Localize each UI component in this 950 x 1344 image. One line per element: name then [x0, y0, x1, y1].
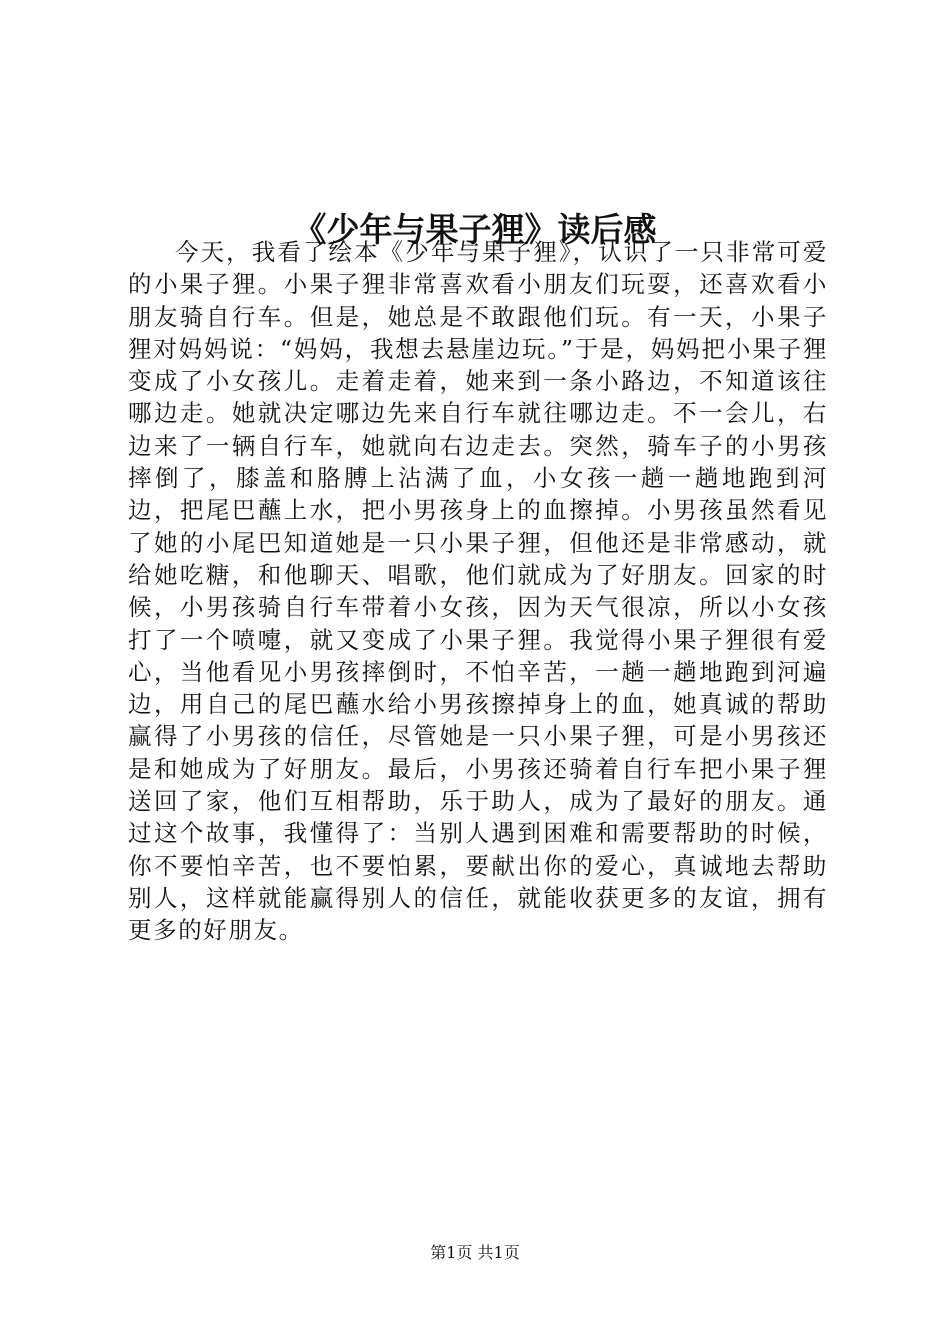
document-title: 《少年与果子狸》读后感	[293, 210, 657, 250]
page-footer: 第1页 共1页	[430, 1243, 520, 1262]
body-paragraph: 今天，我看了绘本《少年与果子狸》，认识了一只非常可爱的小果子狸。小果子狸非常喜欢看小朋友们玩耍，还喜欢看小朋友骑自行车。但是，她总是不敢跟他们玩。有一天，小果子狸对妈妈说：“妈妈，我想去悬崖边玩。”于是，妈妈把小果子狸变成了小女孩儿。走着走着，她来到一条小路边，不知道该往哪边走。她就决定哪边先来自行车就往哪边走。不一会儿，右边来了一辆自行车，她就向右边走去。突然，骑车子的小男孩摔倒了，膝盖和胳膊上沾满了血，小女孩一趟一趟地跑到河边，把尾巴蘸上水，把小男孩身上的血擦掉。小男孩虽然看见了她的小尾巴知道她是一只小果子狸，但他还是非常感动，就给她吃糖，和他聊天、唱歌，他们就成为了好朋友。回家的时候，小男孩骑自行车带着小女孩，因为天气很凉，所以小女孩打了一个喷嚏，就又变成了小果子狸。我觉得小果子狸很有爱心，当他看见小男孩摔倒时，不怕辛苦，一趟一趟地跑到河遍边，用自己的尾巴蘸水给小男孩擦掉身上的血，她真诚的帮助赢得了小男孩的信任，尽管她是一只小果子狸，可是小男孩还是和她成为了好朋友。最后，小男孩还骑着自行车把小果子狸送回了家，他们互相帮助，乐于助人，成为了最好的朋友。通过这个故事，我懂得了：当别人遇到困难和需要帮助的时候，你不要怕辛苦，也不要怕累，要献出你的爱心，真诚地去帮助别人，这样就能赢得别人的信任，就能收获更多的友谊，拥有更多的好朋友。	[128, 238, 828, 945]
